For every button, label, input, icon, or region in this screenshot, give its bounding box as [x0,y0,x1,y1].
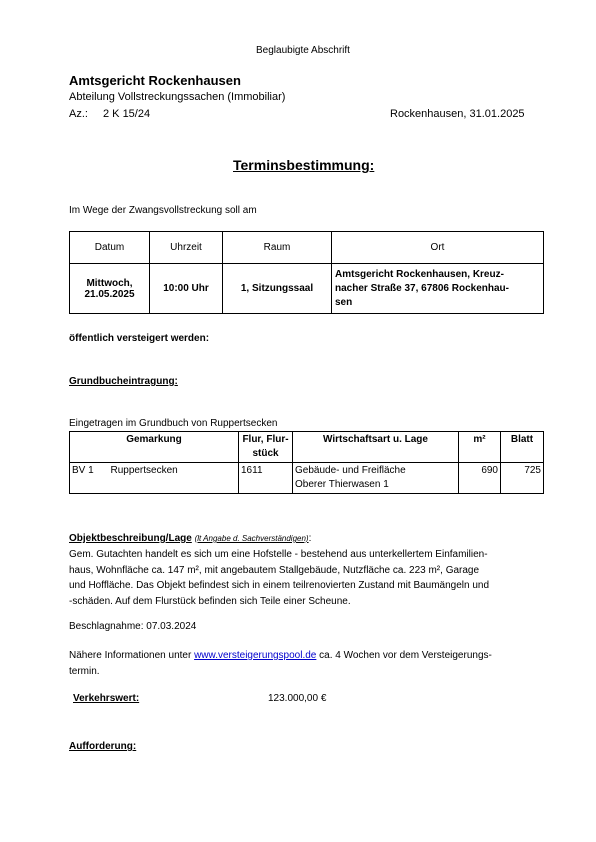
row-usage-line-2: Oberer Thierwasen 1 [295,479,389,490]
auction-note: öffentlich versteigert werden: [69,333,210,344]
object-line-2: haus, Wohnfläche ca. 147 m², mit angebautem Stallgebäude, Nutzfläche ca. 223 m², Garage [69,564,480,576]
header-flur-line-2: stück [252,448,279,459]
header-raum: Raum [223,232,332,264]
market-value-amount: 123.000,00 € [268,693,327,704]
market-value-label: Verkehrswert: [73,693,140,704]
object-line-3: und Hoffläche. Das Objekt befindest sich in einem teilrenovierten Zustand mit Baumängeln und [69,580,490,591]
info-line-2: termin. [69,665,100,677]
header-ort: Ort [332,232,544,264]
info-paragraph [69,648,492,679]
place-line-3: sen [335,296,353,308]
info-link[interactable]: www.versteigerungspool.de [194,650,317,661]
az-value: 2 K 15/24 [103,108,151,120]
date-weekday: Mittwoch, [86,277,133,289]
court-name: Amtsgericht Rockenhausen [69,73,241,88]
place-line-2: nacher Straße 37, 67806 Rockenhau- [335,282,509,294]
appointment-table [69,231,544,314]
info-suffix: ca. 4 Wochen vor dem Versteigerungs- [319,650,492,661]
object-line-1: Gem. Gutachten handelt es sich um eine Hofstelle - bestehend aus unterkellertem Einfamilien- [69,549,488,560]
header-usage: Wirtschaftsart u. Lage [293,432,459,463]
row-bv: BV 1 [72,465,94,476]
intro-text: Im Wege der Zwangsvollstreckung soll am [69,205,257,216]
header-uhrzeit: Uhrzeit [150,232,223,264]
appointment-header-row [70,232,544,264]
object-heading-colon: : [308,533,312,544]
land-register-heading: Grundbucheintragung: [69,376,178,387]
land-register-header-row [70,432,544,463]
seizure-date: Beschlagnahme: 07.03.2024 [69,621,197,632]
object-heading-note: (lt Angabe d. Sachverständigen) [194,534,309,543]
appointment-row [70,264,544,314]
appointment-date [70,264,150,314]
header-gemarkung: Gemarkung [70,432,239,463]
appointment-place [332,264,544,314]
header-area: m² [459,432,501,463]
info-prefix: Nähere Informationen unter [69,650,192,661]
land-register-row [70,463,544,494]
az-label: Az.: [69,108,88,120]
object-heading: Objektbeschreibung/Lage [69,533,192,544]
row-flur: 1611 [239,463,293,494]
row-sheet: 725 [501,463,544,494]
row-gemarkung-name: Ruppertsecken [110,465,178,476]
header-sheet: Blatt [501,432,544,463]
court-department: Abteilung Vollstreckungssachen (Immobiliar) [69,91,286,103]
row-area: 690 [459,463,501,494]
row-usage-line-1: Gebäude- und Freifläche [295,465,406,476]
header-datum: Datum [70,232,150,264]
request-heading: Aufforderung: [69,741,137,752]
header-flur [239,432,293,463]
registered-in: Eingetragen im Grundbuch von Ruppertsecken [69,418,278,429]
land-register-table [69,431,544,494]
row-gemarkung [70,463,239,494]
info-line-1 [69,648,492,664]
date-value: 21.05.2025 [84,288,135,300]
appointment-time: 10:00 Uhr [150,264,223,314]
object-line-4: -schäden. Auf dem Flurstück befinden sich Teile einer Scheune. [69,595,351,607]
page-title: Terminsbestimmung: [233,157,375,173]
copy-note: Beglaubigte Abschrift [256,45,350,56]
header-flur-line-1: Flur, Flur- [242,434,289,445]
row-usage [293,463,459,494]
object-heading-line [69,533,311,544]
appointment-room: 1, Sitzungssaal [223,264,332,314]
place-date: Rockenhausen, 31.01.2025 [390,108,525,120]
object-description [69,547,489,609]
place-line-1: Amtsgericht Rockenhausen, Kreuz- [335,268,504,280]
